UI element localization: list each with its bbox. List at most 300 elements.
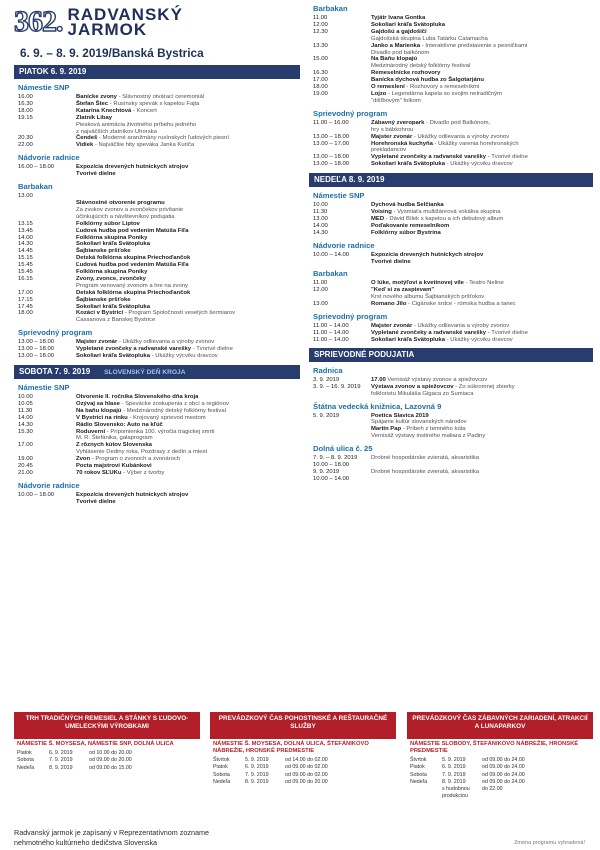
venue-heading: Námestie SNP [313, 191, 365, 201]
item-content [76, 499, 300, 506]
note-spacer [313, 147, 371, 154]
item-time: 13.30 [313, 42, 328, 49]
item-content [76, 422, 300, 429]
program-note [309, 127, 593, 134]
item-content [76, 353, 300, 360]
item-content [76, 401, 300, 408]
item-title: 70 rokov SĽUKu [76, 469, 122, 476]
item-time: 17.45 [18, 303, 33, 310]
program-note [309, 147, 593, 154]
hours-day: Štvrtok [213, 757, 230, 763]
item-time: 11.00 [313, 280, 328, 287]
program-item [309, 337, 593, 344]
event-title [68, 7, 183, 37]
program-item [309, 252, 593, 259]
item-time: 16.30 [18, 100, 33, 107]
item-description: - Dávid Bílek s kapelou a ich debutový album [384, 215, 504, 222]
edition-number: 362. [14, 5, 63, 38]
item-time: 9. 9. 2019 [313, 468, 340, 475]
venue-heading: Barbakan [18, 182, 53, 192]
item-title: Gajdošú a gajdošiči [371, 28, 427, 35]
program-item [309, 330, 593, 337]
item-time [313, 259, 371, 266]
item-title: Sokoliari kráľa Svätopluka [76, 303, 150, 310]
right-column [309, 0, 593, 483]
item-title: Folklórna skupina Poniky [76, 234, 148, 241]
hours-time: od 14.00 do 02.00 [285, 757, 328, 763]
venue-heading: Námestie SNP [18, 383, 70, 392]
item-description: - Cigánske srdce - rómska hudba a tanec [406, 301, 516, 308]
hours-date: 7. 9. 2019 [442, 771, 466, 778]
item-content [371, 77, 593, 84]
item-title: Voising [371, 209, 392, 216]
item-title: Sokoliari kráľa Svätopluka [371, 336, 445, 343]
item-content [76, 456, 300, 463]
item-title: Roduverní [76, 428, 106, 435]
hours-date: 6. 9. 2019 [442, 764, 466, 771]
program-item [309, 384, 593, 391]
hours-day: Piatok [410, 764, 425, 771]
item-time: 11.00 [313, 15, 328, 21]
item-title: Čendeš [76, 135, 98, 142]
item-description: - Výber z tvorby [121, 469, 165, 476]
item-title: Majster zvonár [371, 323, 413, 330]
program-item [14, 276, 300, 283]
item-title: Janko a Marienka [371, 42, 421, 49]
item-description: - Ukážky odlievania a výroby zvonov [117, 339, 215, 346]
item-content [76, 108, 300, 115]
masthead [14, 0, 300, 37]
program-note [309, 50, 593, 57]
item-time: 13.00 – 18.00 [313, 161, 350, 168]
program-item [14, 241, 300, 248]
hours-row [210, 779, 396, 786]
program-item [309, 209, 593, 216]
venue-heading: Sprievodný program [18, 328, 93, 338]
program-item [14, 94, 300, 101]
item-content [371, 154, 593, 161]
note-spacer [18, 449, 76, 456]
program-item [309, 56, 593, 63]
item-time: 21.00 [18, 469, 33, 476]
program-item [14, 492, 300, 499]
program-item [309, 426, 593, 433]
program-item [309, 419, 593, 426]
program-item [309, 377, 593, 384]
item-time: 19.00 [313, 90, 328, 97]
day-label: NEDEĽA 8. 9. 2019 [314, 175, 385, 185]
item-description: - Ukážky varenia horehronských [432, 140, 519, 147]
hours-day: Nedeľa [410, 778, 428, 785]
item-title: Výstava zvonov a spiežovcov [371, 383, 454, 390]
item-description: Drobné hospodárske zvieratá, akvaristika [371, 468, 480, 475]
item-description: - Interaktívne predstavenie s pesničkami [420, 42, 528, 49]
item-title: O remeslení [371, 84, 405, 91]
note-spacer [313, 63, 371, 70]
program-note [14, 122, 300, 129]
program-item [309, 280, 593, 287]
program-note [14, 207, 300, 214]
hours-row [407, 779, 593, 786]
program-item [14, 499, 300, 506]
item-description: - Rusínsky spevák s kapelou Fajta [108, 100, 200, 107]
item-time: 18.00 [313, 84, 328, 91]
item-title: Sokoliari kráľa Svätopluka [76, 241, 150, 248]
item-description: - Program o zvonoch a zvonároch [90, 456, 181, 463]
item-content [76, 470, 300, 477]
item-title: Expozícia drevených hutníckych strojov [76, 491, 189, 498]
item-time: 10.00 – 18.00 [313, 462, 350, 469]
item-time: 15.45 [18, 262, 33, 269]
hours-day: Piatok [213, 764, 228, 771]
box-venue: NÁMESTIE SLOBODY, ŠTEFÁNIKOVO NÁBREŽIE, HRONSKÉ PREDMESTIE [410, 741, 579, 754]
item-description: - Ukážky odlievania a výroby zvonov [412, 133, 510, 140]
hours-time: od 09.00 do 02.00 [285, 771, 328, 778]
item-description: - Tvorivé dielne [486, 330, 528, 336]
note-text: "dišľbovým" folkom [371, 97, 421, 104]
program-item [309, 91, 593, 98]
item-time [18, 171, 76, 178]
hours-time: od 09.00 do 20.00 [285, 778, 328, 785]
venue-heading: Nádvorie radnice [18, 153, 80, 163]
program-item [309, 43, 593, 50]
item-title: Expozícia drevených hutníckych strojov [76, 164, 189, 171]
program-note [309, 63, 593, 70]
item-title: Ľudová hudba pod vedením Matúša Fiľa [76, 262, 189, 269]
item-content [371, 323, 593, 330]
note-spacer [18, 129, 76, 136]
note-text: Medzinárodný detský folklórny festival [371, 63, 471, 70]
item-time: 11.00 – 14.00 [313, 323, 349, 330]
item-title: Tvorivé dielne [371, 258, 411, 265]
note-text: Gajdošská skupina Luba Tatárku Calamacha [371, 35, 488, 42]
item-time: 15.15 [18, 255, 33, 262]
hours-time: do 22.00 [482, 786, 503, 793]
note-text: Vyhlásenie Dediny roka, Pozdravy z dedín a miest [76, 449, 208, 456]
item-content [371, 161, 593, 168]
program-item [14, 171, 300, 178]
program-item [14, 429, 300, 436]
note-text: Vernisáž výstavy insitného maliara z Padiny [371, 433, 486, 440]
hours-day: Piatok [17, 750, 32, 756]
day-header [14, 365, 300, 379]
note-spacer [313, 127, 371, 134]
program-item [14, 193, 300, 200]
program-item [14, 442, 300, 449]
note-text: Za zvukov zvonov a zvončekov privítanie [76, 206, 184, 213]
item-title: Banícka dychová hudba zo Šalgotarjánu [371, 77, 484, 84]
note-spacer [313, 50, 371, 57]
item-content [371, 337, 593, 344]
hours-date: 5. 9. 2019 [245, 757, 269, 763]
item-content [76, 200, 300, 207]
item-title: Na Baňu klopajú [371, 56, 418, 63]
program-item [14, 142, 300, 149]
item-time [18, 499, 76, 506]
item-content [76, 115, 300, 122]
item-title: Sokoliari kráľa Svätopluka [371, 161, 445, 168]
item-content [371, 43, 593, 50]
program-item [309, 230, 593, 237]
hours-date: 5. 9. 2019 [442, 757, 466, 763]
venue-heading: Sprievodný program [313, 108, 388, 118]
note-text: prekladancov [371, 147, 407, 154]
item-title: Rádio Slovensko: Auto na kľúč [76, 421, 163, 428]
hours-row [407, 757, 593, 764]
program-item [14, 255, 300, 262]
program-item [14, 353, 300, 360]
note-text: Divadlo pod balkónom [371, 49, 430, 56]
item-description: Drobné hospodárske zvieratá, akvaristika [371, 455, 480, 462]
item-time: 10.00 [313, 202, 328, 209]
program-note [14, 317, 300, 324]
hours-row [210, 772, 396, 779]
item-title: Katarína Knechtová [76, 107, 132, 114]
program-note [14, 435, 300, 442]
item-description: - Ukážky odlievania a výroby zvonov [412, 323, 510, 330]
item-title: Detská folklórna skupina Priechoďančok [76, 289, 191, 296]
program-item [309, 462, 593, 469]
item-content [371, 330, 593, 337]
program-item [309, 301, 593, 308]
item-content [76, 290, 300, 297]
item-content [371, 120, 593, 127]
item-time: 19.15 [18, 114, 33, 121]
item-time: 14.00 [18, 414, 33, 421]
hours-date: 6. 9. 2019 [245, 764, 269, 771]
item-time: 15.30 [18, 428, 33, 435]
program-item [309, 469, 593, 476]
program-item [14, 408, 300, 415]
note-spacer [18, 214, 76, 221]
item-time [313, 426, 371, 433]
program-item [14, 164, 300, 171]
item-content [76, 269, 300, 276]
item-title: Horehronská kuchyňa [371, 140, 433, 147]
item-time: 11.30 [18, 407, 33, 414]
program-item [14, 415, 300, 422]
hours-time: od 09.00 do 24.00 [482, 764, 525, 771]
item-description: - Príbeh z temného kúta [401, 426, 466, 433]
program-item [14, 101, 300, 108]
item-content [76, 193, 300, 200]
item-content [76, 135, 300, 142]
hours-date: 7. 9. 2019 [49, 757, 73, 764]
day-label: SOBOTA 7. 9. 2019 [19, 367, 91, 376]
note-text: Piesková animácia životného príbehu jedného [76, 121, 197, 128]
item-title: Zlatník Libay [76, 114, 113, 121]
item-content [371, 223, 593, 230]
title-line-1: RADVANSKÝ [67, 5, 183, 24]
left-program [14, 65, 300, 506]
program-item [14, 401, 300, 408]
day-header [14, 65, 300, 79]
item-title: Tvorivé dielne [76, 171, 116, 178]
program-note [309, 294, 593, 301]
item-content [76, 262, 300, 269]
item-description: - Tvorivé dielne [191, 346, 233, 353]
note-spacer [18, 317, 76, 324]
hours-day [410, 786, 442, 801]
box-attractions [407, 712, 593, 801]
item-title: Poďakovanie remeselníkom [371, 222, 450, 229]
day-label: PIATOK 6. 9. 2019 [19, 67, 87, 76]
program-item [14, 221, 300, 228]
item-content [76, 164, 300, 171]
item-time: 10.00 [18, 394, 33, 400]
item-description: - Program Spoločnosti veselých šermiarov [123, 310, 236, 317]
note-spacer [18, 435, 76, 442]
item-time: 12.00 [313, 287, 328, 294]
note-text: Cassanova z Banskej Bystrice [76, 317, 156, 324]
hours-date: 8. 9. 2019 [49, 764, 73, 771]
item-content [76, 101, 300, 108]
box-rows [14, 750, 200, 772]
hours-row [14, 757, 200, 764]
item-content [371, 384, 593, 391]
note-spacer [18, 207, 76, 214]
box-header: PREVÁDZKOVÝ ČAS POHOSTINSKÉ A REŠTAURAČNÉ SLUŽBY [210, 712, 396, 739]
item-content [76, 394, 300, 401]
item-content [371, 91, 593, 98]
program-item [14, 235, 300, 242]
hours-day: Sobota [410, 771, 427, 778]
hours-date: 8. 9. 2019 [245, 778, 269, 785]
item-title: Ľudová hudba pod vedením Matúša Fiľa [76, 227, 189, 234]
item-title: Štefan Štec [76, 100, 109, 107]
hours-day: Sobota [213, 771, 230, 778]
item-time: 17.00 [313, 77, 328, 84]
program-item [14, 339, 300, 346]
item-title: Vypletané zvončeky a radvanské varešky [371, 154, 487, 161]
program-item [14, 248, 300, 255]
program-item [309, 223, 593, 230]
item-content [371, 301, 593, 308]
change-notice: Zmena programu vyhradená! [514, 840, 585, 846]
hours-row [407, 764, 593, 771]
venue-heading: Radnica [313, 365, 343, 375]
item-time: 14.30 [313, 229, 328, 236]
item-time: 13.15 [18, 220, 33, 227]
program-item [14, 394, 300, 401]
note-spacer [313, 433, 371, 440]
venue-heading: Námestie SNP [18, 83, 70, 92]
note-text: Krst nového albumu Šajbianských pršťokov [371, 294, 485, 301]
item-title: Z rôznych kútov Slovenska [76, 442, 152, 449]
hours-row [14, 765, 200, 772]
item-content [371, 15, 593, 22]
item-content [76, 346, 300, 353]
item-title: Pocta majstrovi Kubánkovi [76, 463, 152, 470]
item-time: 19.00 [18, 456, 33, 463]
item-content [76, 142, 300, 149]
program-item [14, 422, 300, 429]
program-item [309, 141, 593, 148]
item-time: 7. 9. – 8. 9. 2019 [313, 455, 358, 462]
item-content [76, 248, 300, 255]
item-time: 16.00 [18, 94, 33, 100]
item-content [371, 134, 593, 141]
item-time: 18.00 [18, 310, 33, 317]
item-title: Vypletané zvončeky a radvanské varešky [371, 330, 487, 336]
program-item [309, 29, 593, 36]
item-title: Slávnostné otvorenie programu [76, 199, 165, 206]
hours-date: 7. 9. 2019 [245, 771, 269, 778]
item-description: - Pripomienka 100. výročia tragickej smrti [105, 428, 215, 435]
right-program [309, 4, 593, 483]
hours-row [407, 772, 593, 779]
program-item [14, 290, 300, 297]
item-time: 3. 9. – 16. 9. 2019 [313, 383, 361, 390]
item-description: - Legendárna kapela so svojim netradičným [386, 90, 502, 97]
item-content [76, 492, 300, 499]
item-time: 10.00 – 18.00 [18, 491, 55, 498]
note-spacer [18, 122, 76, 129]
item-description: Vernisáž výstavy zvonov a spiežovcov [385, 376, 488, 383]
program-item [309, 77, 593, 84]
item-title: Martin Pap [371, 426, 402, 433]
item-title: Folklórny súbor Liptov [76, 220, 140, 227]
note-text: Program venovaný zvonom a hre na zvony [76, 282, 188, 289]
item-time: 17.00 [18, 442, 33, 449]
item-time: 13.00 – 18.00 [18, 346, 55, 353]
item-title: Ozývaj sa hlase [76, 400, 120, 407]
item-title: Majster zvonár [371, 133, 413, 140]
item-title: Zvon [76, 456, 91, 463]
program-item [309, 323, 593, 330]
program-item [14, 297, 300, 304]
hours-date: 6. 9. 2019 [49, 750, 73, 756]
item-title: Sokoliari kráľa Svätopluka [76, 353, 150, 360]
hours-row [14, 750, 200, 757]
item-content [371, 230, 593, 237]
item-content [371, 22, 593, 29]
note-text: folkloristu Mikuláša Gigaca zo Sumiaca [371, 390, 474, 397]
heritage-line-2: nehmotného kultúrneho dedičstva Slovenska [14, 837, 158, 847]
item-content [371, 377, 593, 384]
item-description: - Tvorivé dielne [486, 154, 528, 161]
item-content [371, 469, 593, 476]
hours-time: od 09.00 do 24.00 [482, 771, 525, 778]
program-note [14, 449, 300, 456]
item-content [76, 255, 300, 262]
item-content [76, 463, 300, 470]
hours-time: od 09.00 do 15.00 [89, 764, 132, 771]
program-item [14, 463, 300, 470]
heritage-note [14, 828, 209, 847]
item-description: - Divadlo pod Balkónom, [424, 119, 491, 126]
venue-heading: Nádvorie radnice [313, 240, 375, 250]
box-header: PREVÁDZKOVÝ ČAS ZÁBAVNÝCH ZARIADENÍ, ATRAKCIÍ A LUNAPARKOV [407, 712, 593, 739]
item-time: 13.00 – 18.00 [313, 154, 350, 161]
program-item [14, 304, 300, 311]
item-title: Otvorenie II. ročníka Slovenského dňa kroja [76, 394, 199, 400]
program-item [309, 154, 593, 161]
item-title: Detská folklórna skupina Priechoďančok [76, 255, 191, 262]
program-item [14, 135, 300, 142]
hours-day: Nedeľa [17, 764, 35, 771]
item-title: Remeselnícke rozhovory [371, 70, 441, 77]
item-content [371, 259, 593, 266]
item-time: 18.00 [18, 107, 33, 114]
item-title: Folklórny súbor Bystrina [371, 229, 441, 236]
item-title: Romano Jilo [371, 301, 407, 308]
hours-day: Nedeľa [213, 778, 231, 785]
item-time: 13.00 – 18.00 [18, 339, 55, 346]
item-time: 13.00 [313, 301, 328, 308]
item-title: Tyjátr Ivana Gontka [371, 15, 426, 21]
item-time: 22.00 [18, 142, 33, 149]
